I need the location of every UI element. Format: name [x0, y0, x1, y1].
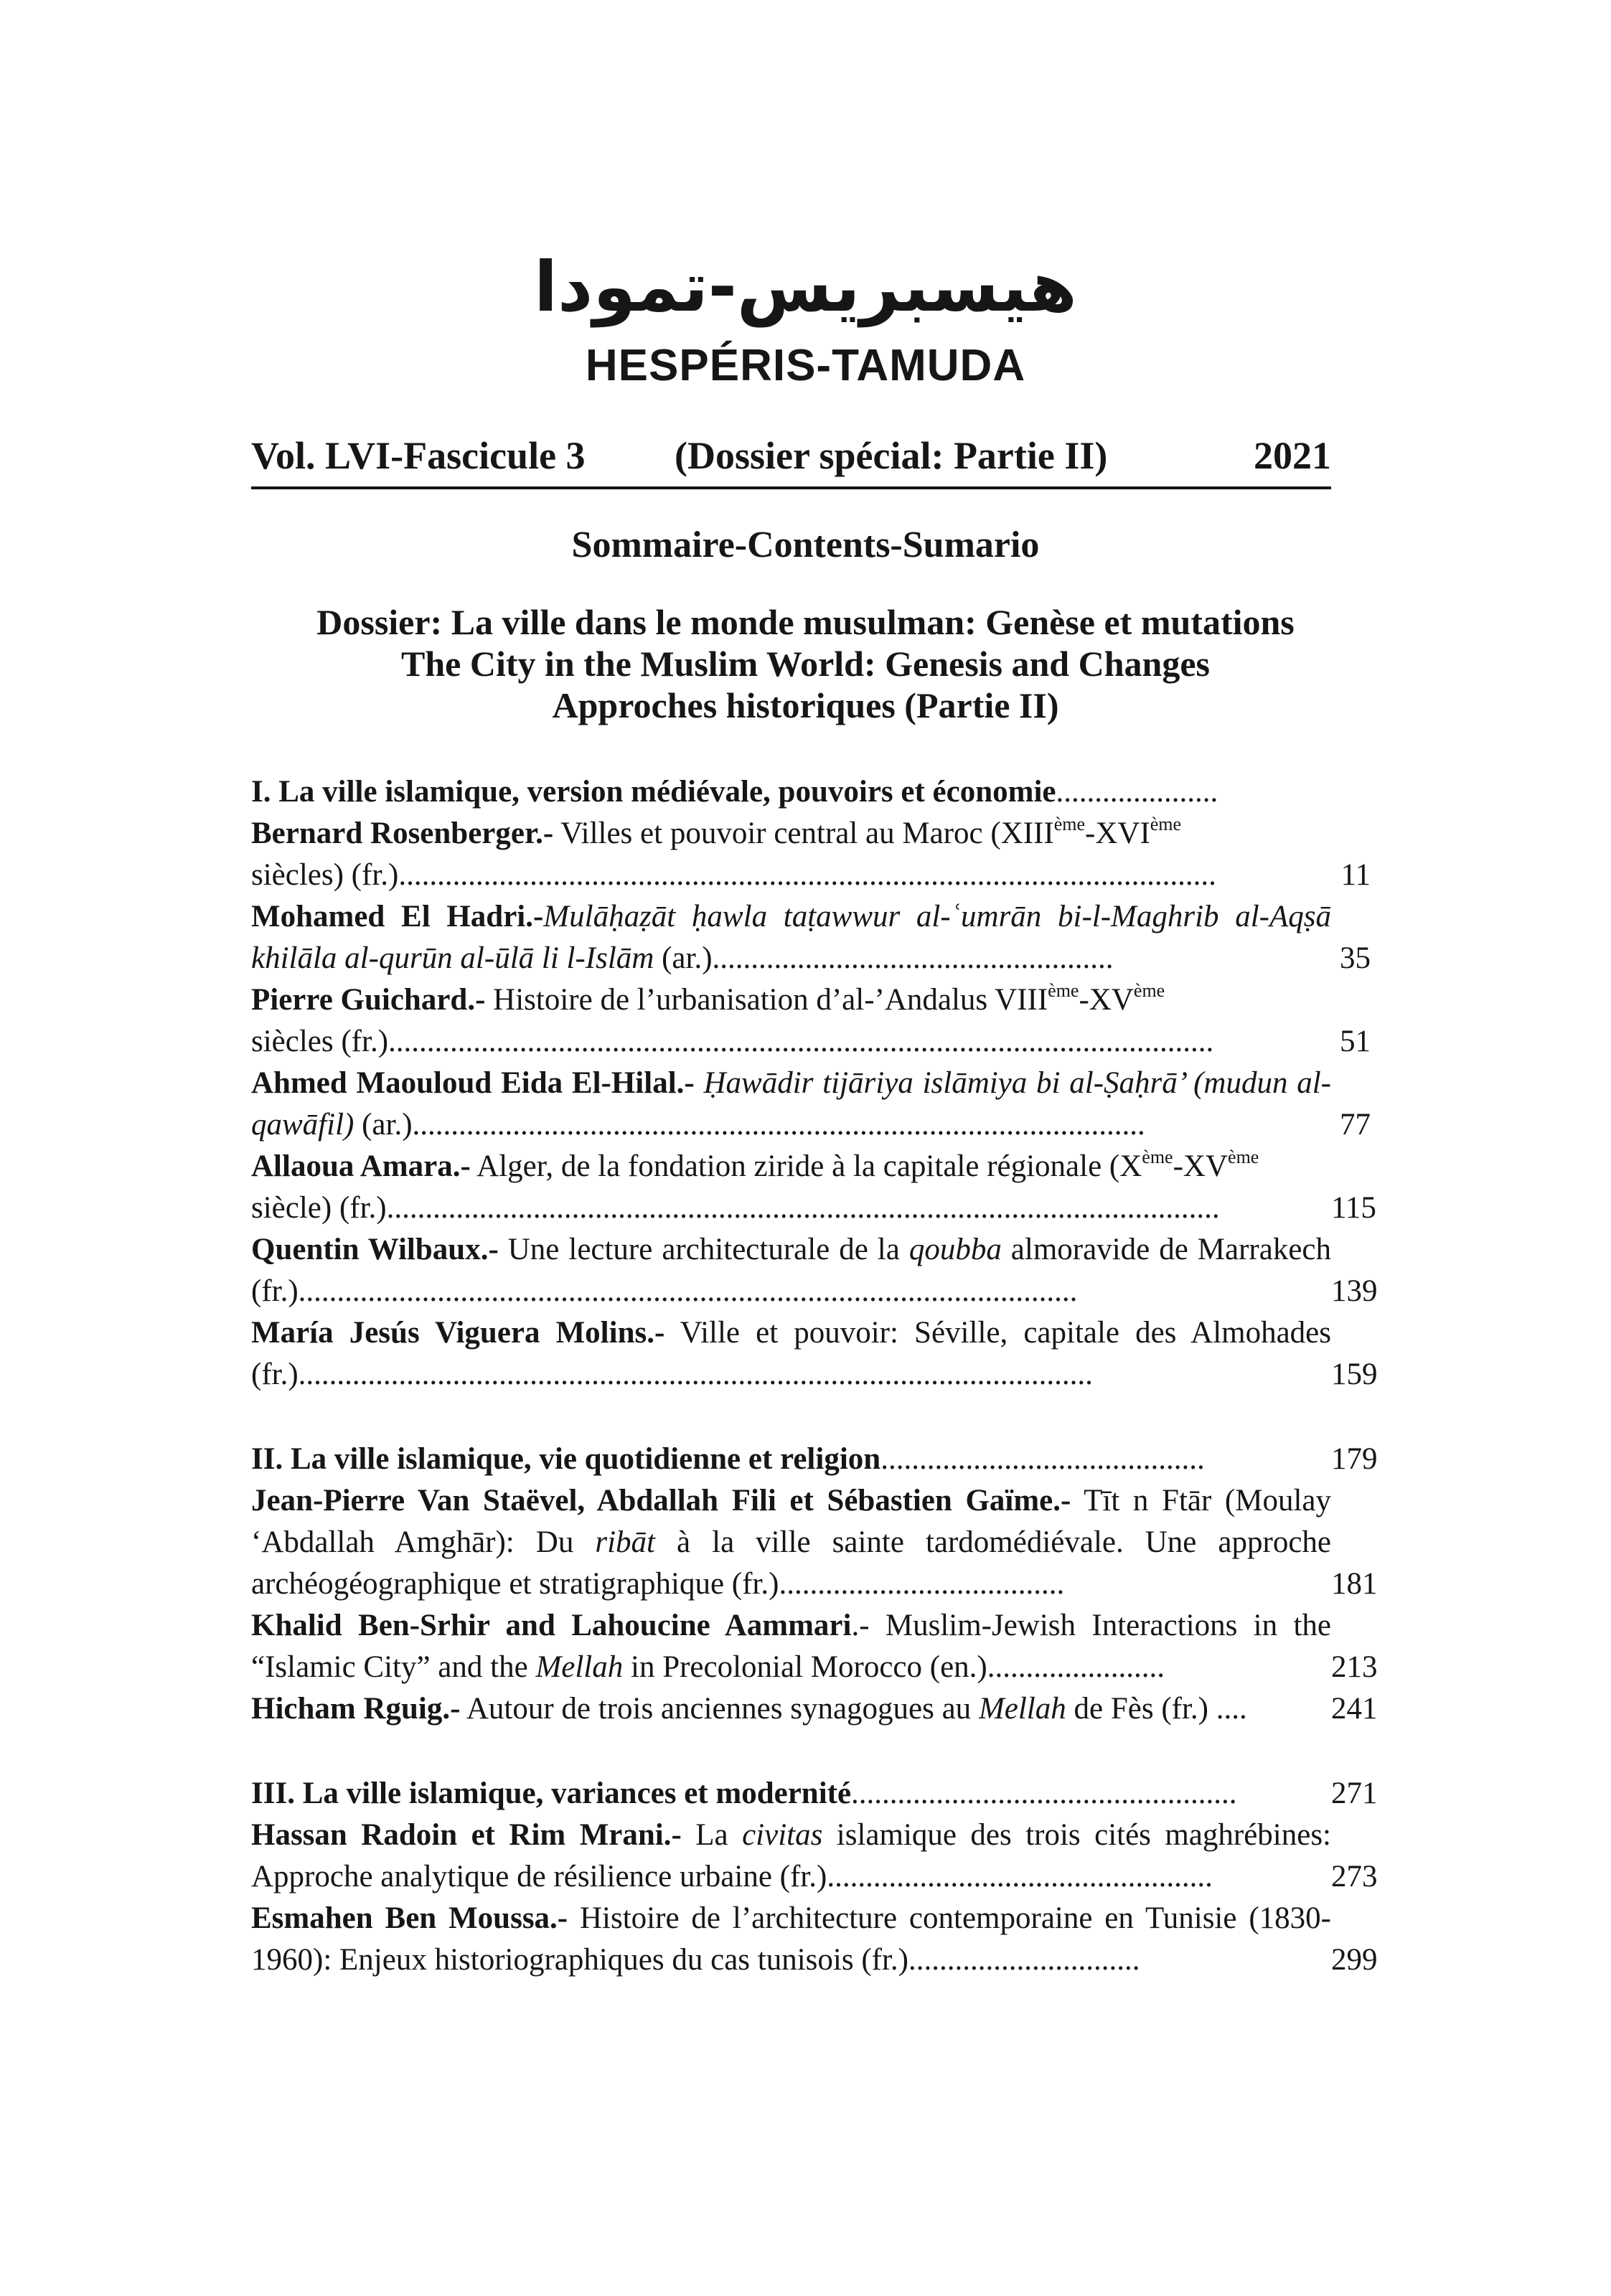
- entry-title: Histoire de l’architecture contemporaine en Tunisie (1830-1960): Enjeux historiographiques du cas tunisois (fr.): [251, 1901, 1331, 1977]
- entry-title: Tīt n Ftār (Moulay ‘Abdallah Amghār): Du: [251, 1484, 1331, 1559]
- entry-author: Quentin Wilbaux.-: [251, 1233, 499, 1266]
- superscript: ème: [1150, 814, 1182, 834]
- entry-author: Pierre Guichard.-: [251, 983, 486, 1017]
- toc-entry[interactable]: María Jesús Viguera Molins.- Ville et pouvoir: Séville, capitale des Almohades (fr.)....................................................................................................... 159: [251, 1312, 1371, 1396]
- entry-page-number: 213: [1331, 1650, 1378, 1684]
- entry-author: Mohamed El Hadri.-: [251, 900, 544, 933]
- entry-page-number: 35: [1340, 941, 1371, 975]
- entry-page-number: 77: [1340, 1108, 1371, 1142]
- entry-author: María Jesús Viguera Molins.-: [251, 1316, 665, 1350]
- toc-entry[interactable]: Quentin Wilbaux.- Une lecture architecturale de la qoubba almoravide de Marrakech (fr.)..................................................................................................... 139: [251, 1229, 1371, 1312]
- entry-title: siècles) (fr.): [251, 858, 399, 892]
- entry-page-number: 159: [1331, 1358, 1378, 1391]
- entry-author: Bernard Rosenberger.-: [251, 817, 554, 850]
- section-heading: III. La ville islamique, variances et modernité.................................................. 271: [251, 1773, 1371, 1815]
- entry-page-number: 51: [1340, 1025, 1371, 1058]
- section-heading-text: II. La ville islamique, vie quotidienne et religion: [251, 1442, 881, 1476]
- section-gap: [251, 1730, 1371, 1773]
- toc-entry[interactable]: Khalid Ben-Srhir and Lahoucine Aammari.- Muslim-Jewish Interactions in the “Islamic City” and the Mellah in Precolonial Morocco (en.)....................... 213: [251, 1605, 1371, 1688]
- section-heading-text: I. La ville islamique, version médiévale, pouvoirs et économie: [251, 775, 1056, 809]
- toc-entry[interactable]: Ahmed Maouloud Eida El-Hilal.- Ḥawādir tijāriya islāmiya bi al-Ṣaḥrā’ (mudun al-qawāfil) (ar.)............................................................................................... 77: [251, 1063, 1371, 1146]
- superscript: ème: [1142, 1147, 1173, 1167]
- entry-title: in Precolonial Morocco (en.): [623, 1650, 987, 1684]
- entry-title: Mulāḥaẓāt ḥawla taṭawwur al-ʿumrān bi-l-Maghrib al-Aqṣā khilāla al-qurūn al-ūlā li l-Islām: [251, 900, 1331, 975]
- toc-entry[interactable]: Pierre Guichard.- Histoire de l’urbanisation d’al-’Andalus VIIIème-XVème siècles (fr.)........................................................................................................... 51: [251, 979, 1371, 1063]
- entry-title: Ville et pouvoir: Séville, capitale des Almohades (fr.): [251, 1316, 1331, 1391]
- superscript: ème: [1053, 814, 1086, 834]
- superscript: ème: [1228, 1147, 1259, 1167]
- toc-entry[interactable]: Hassan Radoin et Rim Mrani.- La civitas islamique des trois cités maghrébines: Approche analytique de résilience urbaine (fr.).................................................. 273: [251, 1815, 1371, 1898]
- entry-title: à la ville sainte tardomédiévale. Une approche archéogéographique et stratigraphique (fr.): [251, 1525, 1331, 1601]
- toc-entry[interactable]: Allaoua Amara.- Alger, de la fondation ziride à la capitale régionale (Xème-XVème siècle) (fr.)............................................................................................................ 115: [251, 1146, 1371, 1229]
- latin-journal-title: HESPÉRIS-TAMUDA: [585, 341, 1026, 390]
- superscript: ème: [1048, 980, 1079, 1001]
- entry-title: islamique des trois cités maghrébines: Approche analytique de résilience urbaine (fr.): [251, 1818, 1332, 1893]
- toc-entry[interactable]: Bernard Rosenberger.- Villes et pouvoir central au Maroc (XIIIème-XVIème siècles) (fr.).......................................................................................................... 11: [251, 813, 1371, 896]
- masthead: [0, 237, 1611, 395]
- issue-line: [251, 427, 1331, 484]
- entry-page-number: 241: [1331, 1692, 1378, 1726]
- dossier-title-line-3: Approches historiques (Partie II): [552, 685, 1059, 725]
- section-heading-text: III. La ville islamique, variances et modernité: [251, 1777, 852, 1810]
- toc-section-2: [251, 1439, 1378, 1730]
- entry-title-italic: Mellah: [535, 1650, 624, 1684]
- entry-title-italic: Mellah: [978, 1692, 1066, 1726]
- entry-title: -XV: [1173, 1149, 1229, 1183]
- entry-page-number: 181: [1331, 1567, 1378, 1601]
- summary-title: Sommaire-Contents-Sumario: [571, 524, 1040, 565]
- entry-title: siècle) (fr.): [251, 1191, 387, 1225]
- entry-title: siècles (fr.): [251, 1025, 389, 1058]
- entry-author: Hicham Rguig.-: [251, 1692, 461, 1726]
- section-heading: II. La ville islamique, vie quotidienne et religion.......................................... 179: [251, 1439, 1371, 1480]
- entry-title-italic: civitas: [742, 1818, 823, 1852]
- entry-author: Jean-Pierre Van Staëvel, Abdallah Fili et Sébastien Gaïme.-: [251, 1484, 1071, 1518]
- entry-title: -XV: [1079, 983, 1134, 1017]
- toc-entry[interactable]: Esmahen Ben Moussa.- Histoire de l’architecture contemporaine en Tunisie (1830-1960): Enjeux historiographiques du cas tunisois (fr.).............................. 299: [251, 1898, 1371, 1981]
- entry-author: Ahmed Maouloud Eida El-Hilal.-: [251, 1066, 695, 1100]
- entry-title: La: [681, 1818, 743, 1852]
- superscript: ème: [1133, 980, 1165, 1001]
- entry-title: almoravide de Marrakech (fr.): [251, 1233, 1331, 1308]
- entry-author: Khalid Ben-Srhir and Lahoucine Aammari: [251, 1609, 852, 1642]
- toc-section-3: [251, 1773, 1378, 1981]
- entry-page-number: 115: [1331, 1191, 1376, 1225]
- arabic-journal-title: هيسبريس-تمودا: [534, 247, 1077, 327]
- toc-entry[interactable]: Hicham Rguig.- Autour de trois anciennes synagogues au Mellah de Fès (fr.) .... 241: [251, 1688, 1371, 1730]
- table-of-contents: [251, 771, 1378, 1981]
- toc-entry[interactable]: Jean-Pierre Van Staëvel, Abdallah Fili et Sébastien Gaïme.- Tīt n Ftār (Moulay ‘Abdallah Amghār): Du ribāt à la ville sainte tardomédiévale. Une approche archéogéographique et stratigraphique (fr.)..................................... 181: [251, 1480, 1371, 1605]
- entry-title: Une lecture architecturale de la: [498, 1233, 909, 1266]
- entry-author: Allaoua Amara.-: [251, 1149, 471, 1183]
- entry-title: Villes et pouvoir central au Maroc (XIII: [553, 817, 1054, 850]
- header-rule: [251, 486, 1331, 489]
- entry-title-italic: ribāt: [595, 1525, 655, 1559]
- entry-author: Esmahen Ben Moussa.-: [251, 1901, 568, 1935]
- entry-title-italic: qoubba: [908, 1233, 1002, 1266]
- toc-section-1: [251, 771, 1378, 1396]
- section-page-number: 179: [1331, 1442, 1378, 1476]
- entry-language: (ar.): [354, 1108, 413, 1142]
- entry-page-number: 11: [1340, 858, 1371, 892]
- toc-entry[interactable]: Mohamed El Hadri.-Mulāḥaẓāt ḥawla taṭawwur al-ʿumrān bi-l-Maghrib al-Aqṣā khilāla al-qurūn al-ūlā li l-Islām (ar.).................................................... 35: [251, 896, 1371, 979]
- entry-title: .- Muslim-Jewish Interactions in the “Islamic City” and the: [251, 1609, 1332, 1684]
- entry-title: Autour de trois anciennes synagogues au: [460, 1692, 979, 1726]
- dossier-special-label: (Dossier spécial: Partie II): [675, 434, 1108, 477]
- entry-language: (ar.): [654, 941, 713, 975]
- entry-title: Histoire de l’urbanisation d’al-’Andalus VIII: [485, 983, 1048, 1017]
- entry-title: Alger, de la fondation ziride à la capitale régionale (X: [470, 1149, 1142, 1183]
- section-gap: [251, 1396, 1371, 1439]
- entry-author: Hassan Radoin et Rim Mrani.-: [251, 1818, 682, 1852]
- entry-page-number: 273: [1331, 1860, 1378, 1893]
- dossier-title-block: [0, 601, 1611, 726]
- issue-year: 2021: [1254, 434, 1331, 477]
- volume-label: Vol. LVI-Fascicule 3: [251, 434, 586, 477]
- dossier-title-line-2: The City in the Muslim World: Genesis and Changes: [400, 644, 1210, 684]
- entry-page-number: 299: [1331, 1943, 1378, 1977]
- entry-title: Ḥawādir tijāriya islāmiya bi al-Ṣaḥrā’ (mudun al-qawāfil): [251, 1066, 1331, 1142]
- entry-title: de Fès (fr.): [1066, 1692, 1208, 1726]
- entry-title: -XVI: [1085, 817, 1150, 850]
- section-page-number: 271: [1331, 1777, 1378, 1810]
- entry-page-number: 139: [1331, 1274, 1378, 1308]
- dossier-title-line-1: Dossier: La ville dans le monde musulman: Genèse et mutations: [316, 602, 1295, 642]
- section-heading: I. La ville islamique, version médiévale, pouvoirs et économie.....................: [251, 775, 1218, 809]
